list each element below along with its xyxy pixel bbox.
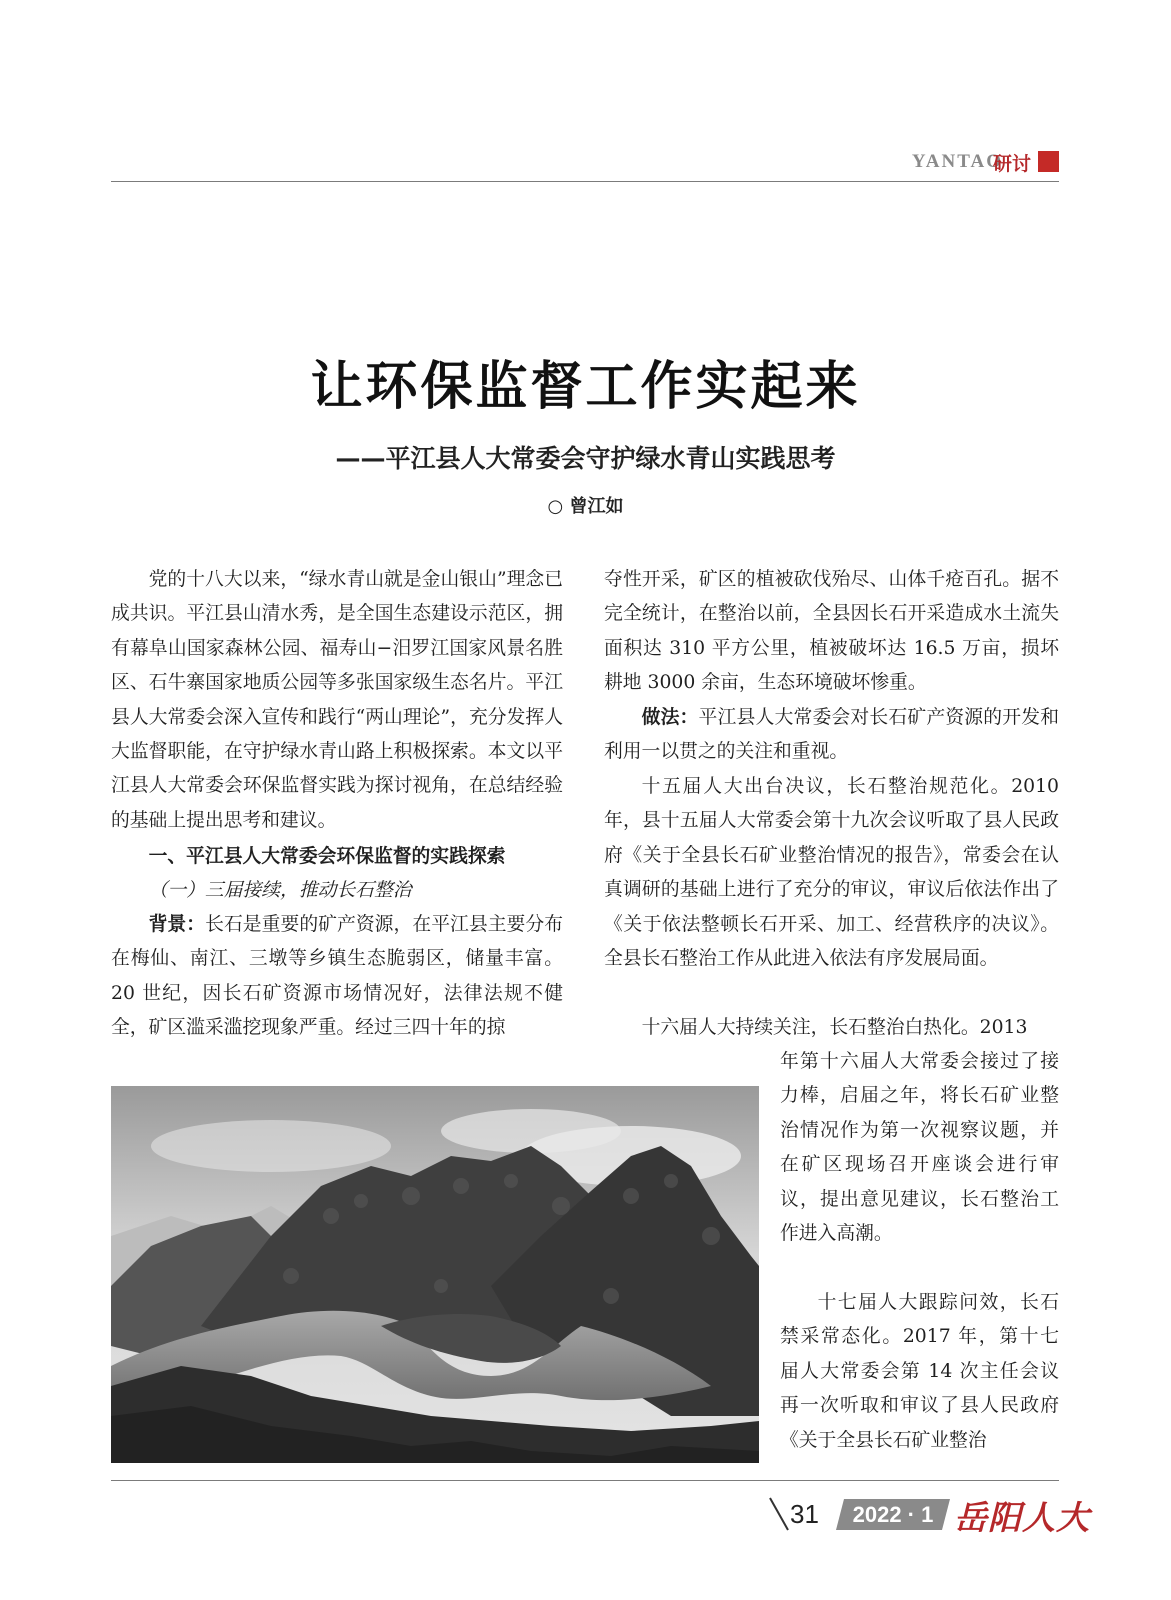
issue-number: 2022 · 1 [852,1502,934,1527]
landscape-illustration [111,1086,759,1463]
landscape-photo [111,1086,759,1463]
section-label-cn: 研讨 [992,153,1031,175]
section-marker-square [1038,151,1059,172]
article-title: 让环保监督工作实起来 [310,357,861,417]
article-author: ○ 曾江如 [547,496,624,517]
issue-badge [836,1499,950,1530]
paragraph-17th-congress: 十七届人大跟踪问效，长石禁采常态化。2017 年，第十七届人大常委会第 14 次主任会议再一次听取和审议了县人民政府《关于全县长石矿业整治 [780,1292,1059,1451]
paragraph-intro: 党的十八大以来，“绿水青山就是金山银山”理念已成共识。平江县山清水秀，是全国生态建设示范区，拥有幕阜山国家森林公园、福寿山−汨罗江国家风景名胜区、石牛寨国家地质公园等多张国家级生态名片。平江县人大常委会深入宣传和践行“两山理论”，充分发挥人大监督职能，在守护绿水青山路上积极探索。本文以平江县人大常委会环保监督实践为探讨视角，在总结经验的基础上提出思考和建议。 [111,569,563,831]
background-text: 长石是重要的矿产资源，在平江县主要分布在梅仙、南江、三墩等乡镇生态脆弱区，储量丰富。20 世纪，因长石矿资源市场情况好，法律法规不健全，矿区滥采滥挖现象严重。经过三四十年的掠 [111,914,564,1039]
paragraph-16th-congress-start: 十六届人大持续关注，长石整治白热化。2013 [641,1017,1028,1038]
article-subtitle: ——平江县人大常委会守护绿水青山实践思考 [335,444,836,473]
paragraph-background [111,908,563,1046]
section-label-en: YANTAO [911,151,1003,172]
running-header [111,147,1059,177]
subsection-heading: （一）三届接续，推动长石整治 [148,880,412,901]
label-background: 背景： [148,914,206,935]
footer-divider [111,1480,1059,1481]
magazine-name: 岳阳人大 [954,1498,1090,1537]
paragraph-method [604,701,1059,770]
paragraph-16th-congress-rest: 年第十六届人大常委会接过了接力棒，启届之年，将长石矿业整治情况作为第一次视察议题，并在矿区现场召开座谈会进行审议，提出意见建议，长石整治工作进入高潮。 [780,1051,1059,1245]
page-number: 31 [790,1499,819,1529]
section-heading: 一、平江县人大常委会环保监督的实践探索 [148,846,506,867]
header-divider [111,181,1059,182]
method-text: 平江县人大常委会对长石矿产资源的开发和利用一以贯之的关注和重视。 [604,707,1060,763]
paragraph-continued: 夺性开采，矿区的植被砍伐殆尽、山体千疮百孔。据不完全统计，在整治以前，全县因长石开采造成水土流失面积达 310 平方公里，植被破坏达 16.5 万亩，损坏耕地 3000 余亩，生态环境破坏惨重。 [604,569,1059,694]
label-method: 做法： [641,707,699,728]
paragraph-15th-congress: 十五届人大出台决议，长石整治规范化。2010 年，县十五届人大常委会第十九次会议听取了县人民政府《关于全县长石矿业整治情况的报告》，常委会在认真调研的基础上进行了充分的审议，审议后依法作出了《关于依法整顿长石开采、加工、经营秩序的决议》。全县长石整治工作从此进入依法有序发展局面。 [604,776,1059,970]
